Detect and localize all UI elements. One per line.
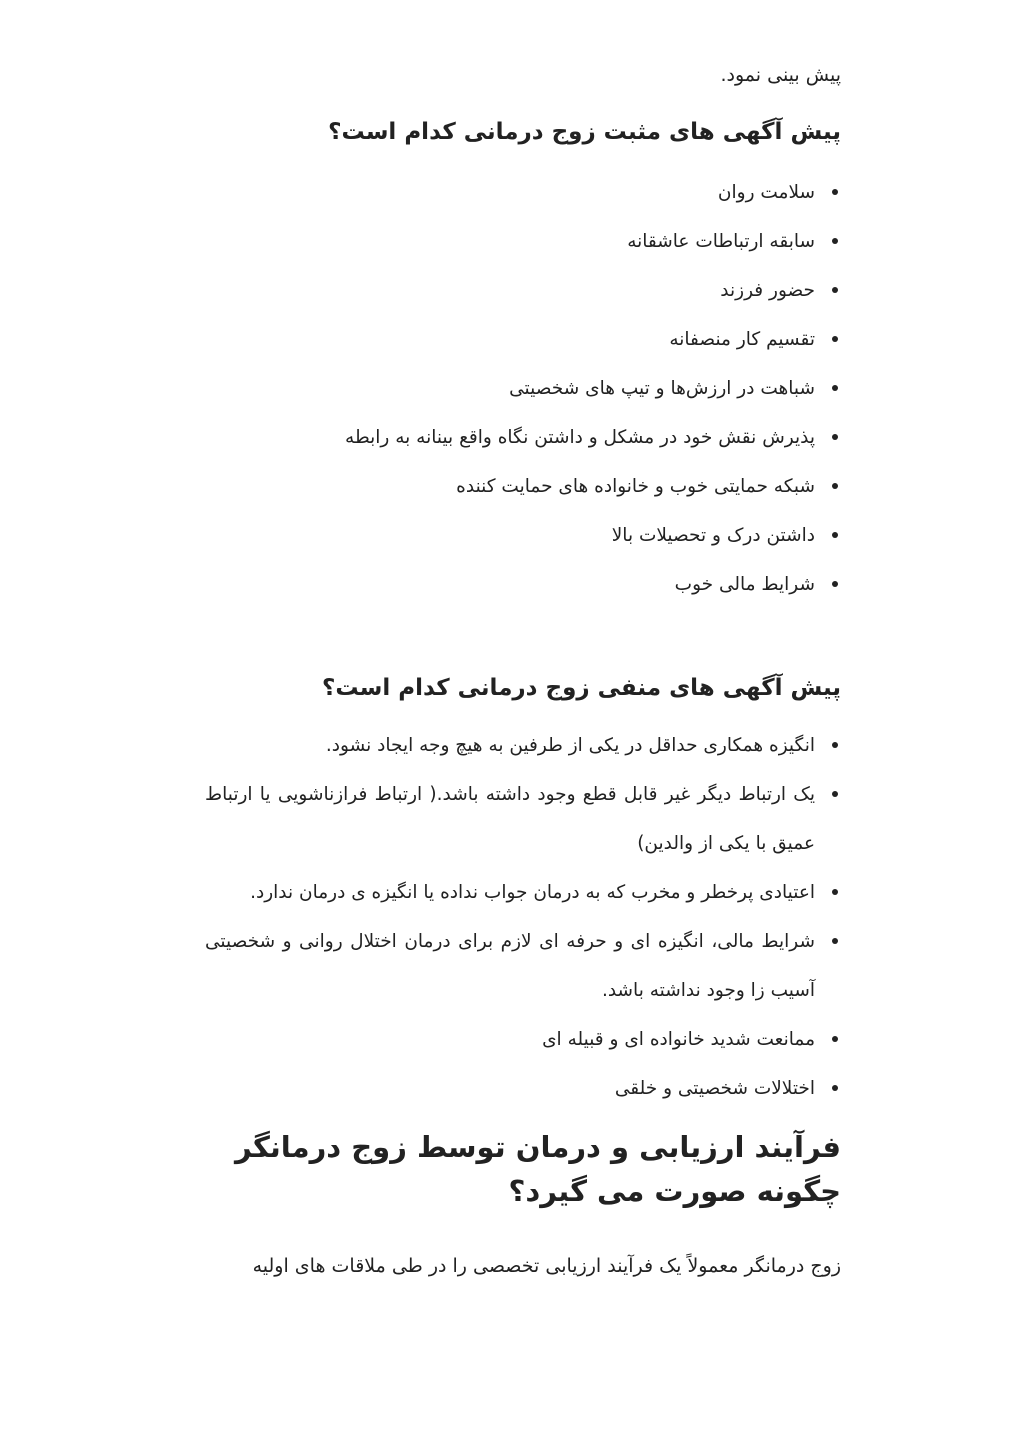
list-item: سلامت روان [205,168,841,217]
negative-prognosis-list [205,721,841,1113]
list-item: شرایط مالی خوب [205,560,841,609]
list-item: شرایط مالی، انگیزه ای و حرفه ای لازم برای درمان اختلال روانی و شخصیتی آسیب زا وجود نداشته باشد. [205,917,841,1015]
positive-prognosis-heading: پیش آگهی های مثبت زوج درمانی کدام است؟ [328,119,841,145]
list-item: شباهت در ارزش‌ها و تیپ های شخصیتی [205,364,841,413]
list-item: سابقه ارتباطات عاشقانه [205,217,841,266]
process-intro-paragraph: زوج درمانگر معمولاً یک فرآیند ارزیابی تخصصی را در طی ملاقات های اولیه [252,1255,841,1277]
list-item: ممانعت شدید خانواده ای و قبیله ای [205,1015,841,1064]
list-item: یک ارتباط دیگر غیر قابل قطع وجود داشته باشد.( ارتباط فرازناشویی یا ارتباط عمیق با یکی از والدین) [205,770,841,868]
positive-prognosis-list [205,168,841,609]
list-item: اعتیادی پرخطر و مخرب که به درمان جواب نداده یا انگیزه ی درمان ندارد. [205,868,841,917]
list-item: تقسیم کار منصفانه [205,315,841,364]
article-content [205,58,841,1283]
process-heading: فرآیند ارزیابی و درمان توسط زوج درمانگر چگونه صورت می گیرد؟ [234,1130,841,1208]
negative-prognosis-heading: پیش آگهی های منفی زوج درمانی کدام است؟ [322,675,841,701]
list-item: اختلالات شخصیتی و خلقی [205,1064,841,1113]
list-item: داشتن درک و تحصیلات بالا [205,511,841,560]
list-item: پذیرش نقش خود در مشکل و داشتن نگاه واقع بینانه به رابطه [205,413,841,462]
list-item: شبکه حمایتی خوب و خانواده های حمایت کننده [205,462,841,511]
intro-paragraph-tail: پیش بینی نمود. [720,64,841,86]
list-item: حضور فرزند [205,266,841,315]
list-item: انگیزه همکاری حداقل در یکی از طرفین به هیچ وجه ایجاد نشود. [205,721,841,770]
